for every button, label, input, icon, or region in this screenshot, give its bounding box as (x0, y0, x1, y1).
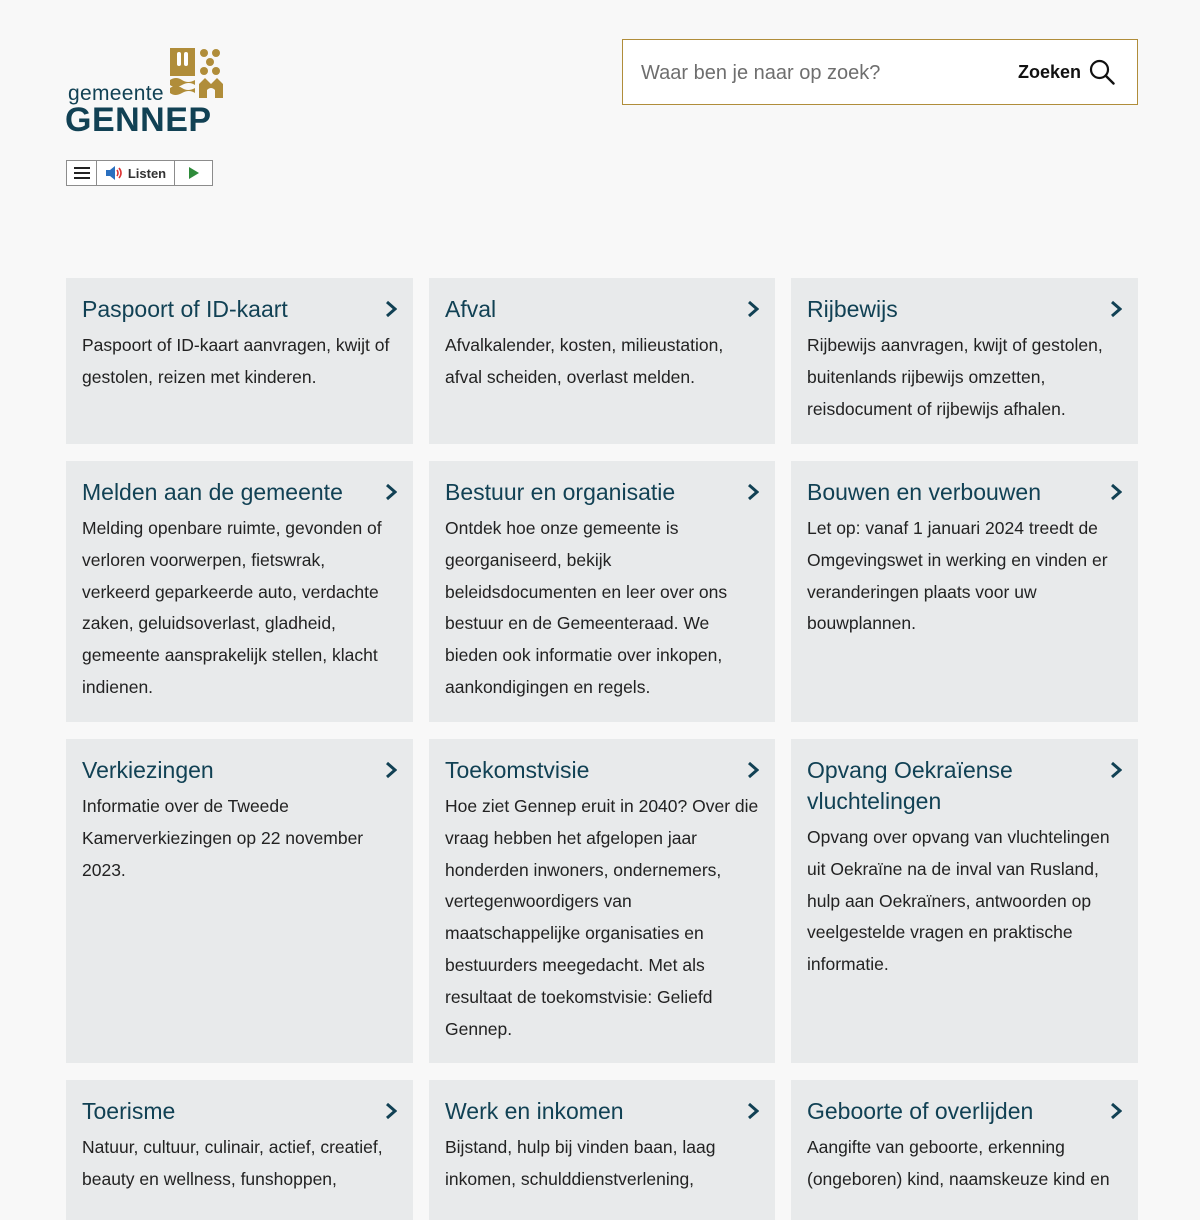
play-button[interactable] (175, 161, 212, 185)
card-title: Melden aan de gemeente (82, 479, 343, 505)
topic-card-bestuur[interactable] (429, 461, 775, 722)
topic-card-bouwen[interactable] (791, 461, 1138, 722)
chevron-right-icon (385, 761, 397, 779)
card-description: Rijbewijs aanvragen, kwijt of gestolen, buitenlands rijbewijs omzetten, reisdocument of rijbewijs afhalen. (807, 335, 1103, 419)
card-title: Bouwen en verbouwen (807, 479, 1041, 505)
chevron-right-icon (385, 1102, 397, 1120)
logo-text-big: GENNEP (65, 101, 212, 139)
topic-card-verkiezingen[interactable] (66, 739, 413, 1063)
play-icon (188, 167, 200, 179)
listen-button[interactable] (97, 161, 175, 185)
card-title: Toerisme (82, 1098, 176, 1124)
card-description: Hoe ziet Gennep eruit in 2040? Over die vraag hebben het afgelopen jaar honderden inwoners, ondernemers, vertegenwoordigers van maatschappelijke organisaties en bestuurders meegedacht. Met als resultaat de toekomstvisie: Geliefd Gennep. (445, 796, 759, 1039)
card-description: Natuur, cultuur, culinair, actief, creatief, beauty en wellness, funshoppen, (82, 1137, 383, 1189)
chevron-right-icon (1110, 1102, 1122, 1120)
topic-card-toekomstvisie[interactable] (429, 739, 775, 1063)
card-title: Rijbewijs (807, 296, 898, 322)
speaker-icon (105, 166, 122, 180)
search-button-label: Zoeken (1017, 61, 1081, 82)
search-icon (1089, 59, 1115, 85)
topic-card-afval[interactable] (429, 278, 775, 444)
chevron-right-icon (747, 761, 759, 779)
card-description: Melding openbare ruimte, gevonden of verloren voorwerpen, fietswrak, verkeerd geparkeerde auto, verdachte zaken, geluidsoverlast, gladheid, gemeente aansprakelijk stellen, klacht indienen. (82, 518, 382, 697)
search-bar (622, 39, 1138, 105)
card-title: Geboorte of overlijden (807, 1098, 1034, 1124)
chevron-right-icon (747, 300, 759, 318)
topic-card-melden[interactable] (66, 461, 413, 722)
chevron-right-icon (385, 300, 397, 318)
card-description: Paspoort of ID-kaart aanvragen, kwijt of gestolen, reizen met kinderen. (82, 335, 390, 387)
listen-label: Listen (127, 165, 167, 181)
card-description: Let op: vanaf 1 januari 2024 treedt de Omgevingswet in werking en vinden er veranderingen plaats voor uw bouwplannen. (807, 518, 1108, 634)
card-title: Werk en inkomen (445, 1098, 624, 1124)
coat-of-arms-icon (168, 46, 224, 100)
chevron-right-icon (1110, 300, 1122, 318)
card-title: Verkiezingen (82, 757, 214, 783)
card-title: Bestuur en organisatie (445, 479, 676, 505)
chevron-right-icon (1110, 761, 1122, 779)
card-description: Afvalkalender, kosten, milieustation, afval scheiden, overlast melden. (445, 335, 724, 387)
card-description: Ontdek hoe onze gemeente is georganiseerd, bekijk beleidsdocumenten en leer over ons bestuur en de Gemeenteraad. We bieden ook informatie over inkopen, aankondigingen en regels. (445, 518, 728, 697)
chevron-right-icon (747, 1102, 759, 1120)
topic-card-oekraine[interactable] (791, 739, 1138, 1063)
card-description: Opvang over opvang van vluchtelingen uit Oekraïne na de inval van Rusland, hulp aan Oekraïners, antwoorden op veelgestelde vragen en praktische informatie. (807, 827, 1110, 975)
card-title: Afval (445, 296, 497, 322)
topic-grid (66, 278, 1138, 1220)
card-description: Bijstand, hulp bij vinden baan, laag inkomen, schulddienstverlening, (445, 1137, 716, 1189)
chevron-right-icon (747, 483, 759, 501)
logo-text-small: gemeente (68, 82, 164, 105)
topic-card-werk[interactable] (429, 1080, 775, 1220)
hamburger-icon (74, 167, 90, 179)
topic-card-paspoort[interactable] (66, 278, 413, 444)
listen-widget (66, 160, 213, 186)
topic-card-geboorte[interactable] (791, 1080, 1138, 1220)
card-title: Opvang Oekraïense vluchtelingen (807, 757, 1013, 814)
card-title: Toekomstvisie (445, 757, 590, 783)
listen-menu-button[interactable] (67, 161, 97, 185)
card-title: Paspoort of ID-kaart (82, 296, 288, 322)
card-description: Informatie over de Tweede Kamerverkiezingen op 22 november 2023. (82, 796, 364, 880)
topic-card-rijbewijs[interactable] (791, 278, 1138, 444)
topic-card-toerisme[interactable] (66, 1080, 413, 1220)
site-logo[interactable] (66, 46, 228, 138)
chevron-right-icon (385, 483, 397, 501)
search-button[interactable] (1012, 54, 1121, 90)
search-input[interactable] (639, 54, 1003, 92)
chevron-right-icon (1110, 483, 1122, 501)
card-description: Aangifte van geboorte, erkenning (ongeboren) kind, naamskeuze kind en (807, 1137, 1110, 1189)
